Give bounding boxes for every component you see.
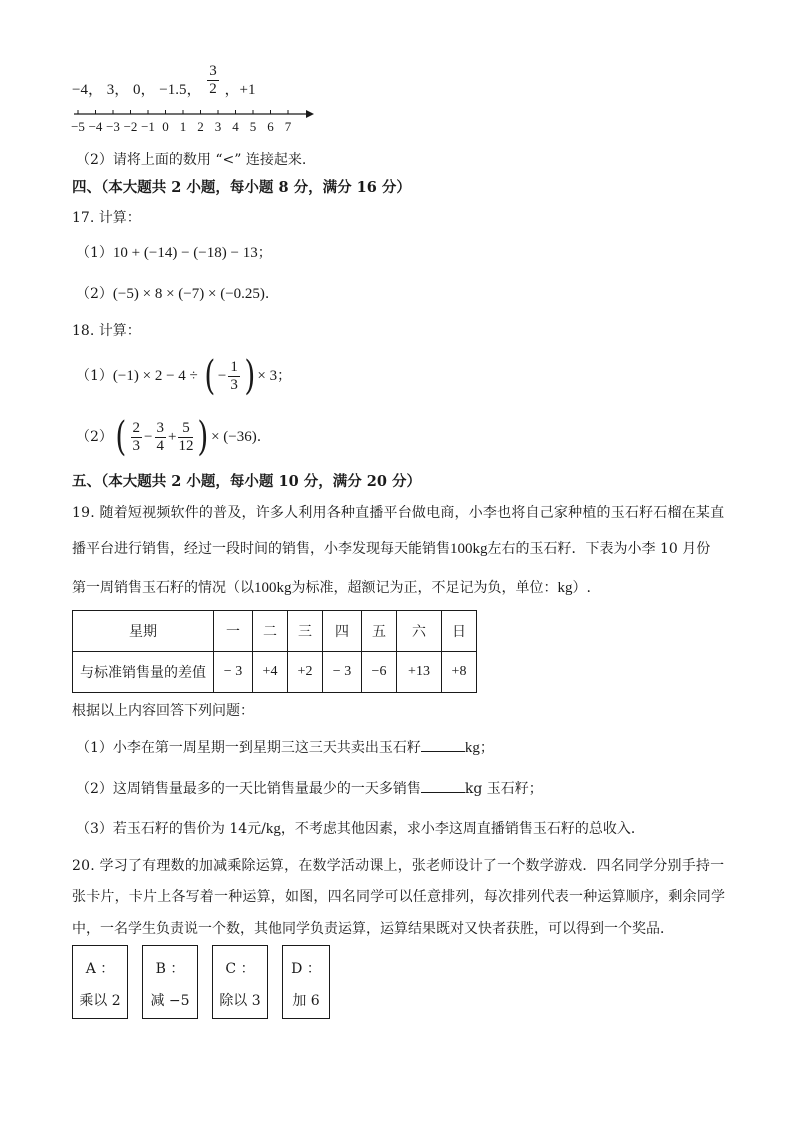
table-row bbox=[73, 652, 477, 693]
fraction-two-thirds: $\frac{2}{3}$ bbox=[132, 419, 141, 454]
card-operation: 除以 3 bbox=[219, 993, 261, 1009]
table-row bbox=[73, 611, 477, 652]
q17-part1: （1）10 + (−14) − (−18) − 13； bbox=[76, 245, 272, 261]
q20-line1: 20. 学习了有理数的加减乘除运算，在数学活动课上，张老师设计了一个数学游戏．四名同学分别手持一 bbox=[72, 858, 725, 874]
table-cell: +4 bbox=[253, 652, 288, 693]
number-item: 3 bbox=[106, 81, 115, 98]
number-line-tick-label: −5 bbox=[71, 119, 85, 134]
card-d bbox=[282, 945, 330, 1019]
q17-title: 17. 计算： bbox=[72, 210, 141, 226]
answer-blank[interactable] bbox=[421, 737, 465, 752]
number-line-tick-label: 4 bbox=[232, 119, 239, 134]
card-label: C ： bbox=[225, 961, 255, 977]
sales-table bbox=[72, 610, 477, 693]
card-c bbox=[212, 945, 268, 1019]
number-line-tick-label: 5 bbox=[249, 119, 257, 134]
table-cell: +8 bbox=[442, 652, 477, 693]
q20-line2: 张卡片，卡片上各写着一种运算，如图，四名同学可以任意排列，每次排列代表一种运算顺序，剩余同学 bbox=[72, 889, 726, 905]
card-operation: 加 6 bbox=[292, 993, 320, 1009]
table-cell: +2 bbox=[288, 652, 323, 693]
q18-title: 18. 计算： bbox=[72, 323, 141, 339]
table-cell: − 3 bbox=[214, 652, 253, 693]
q17-part2-expression: (−5) × 8 × (−7) × (−0.25) bbox=[112, 286, 265, 302]
table-day: 四 bbox=[323, 611, 362, 652]
card-b bbox=[142, 945, 198, 1019]
number-list: −4， 3， 0， −1.5， $\frac{3}{2}$ ，+1 bbox=[72, 63, 256, 98]
table-row-label: 与标准销售量的差值 bbox=[73, 652, 214, 693]
q16-part2: （2）请将上面的数用 “<” 连接起来. bbox=[76, 152, 307, 168]
card-operation: 乘以 2 bbox=[79, 993, 121, 1009]
fraction-five-twelfths: $\frac{5}{12}$ bbox=[178, 419, 194, 454]
number-line bbox=[70, 104, 320, 140]
q19-line3: 第一周销售玉石籽的情况（以100kg为标准，超额记为正，不足记为负，单位：kg）. bbox=[72, 580, 591, 596]
q18-part2: （2）( $\frac{2}{3}$ − $\frac{3}{4}$ + $\frac{5}{12}$ ) × (−36). bbox=[76, 414, 262, 460]
number-line-tick-label: −1 bbox=[141, 119, 155, 134]
number-item: −1.5 bbox=[159, 81, 187, 98]
table-cell: +13 bbox=[397, 652, 442, 693]
q19-line2: 播平台进行销售，经过一段时间的销售，小李发现每天能销售100kg左右的玉石籽．下表为小李 10 月份 bbox=[72, 541, 711, 557]
section5-heading: 五、（本大题共 2 小题，每小题 10 分，满分 20 分） bbox=[72, 473, 421, 490]
fraction-three-quarters: $\frac{3}{4}$ bbox=[156, 419, 164, 454]
table-day: 六 bbox=[397, 611, 442, 652]
number-item: −4 bbox=[72, 81, 88, 98]
number-line-tick-label: −4 bbox=[88, 119, 103, 134]
table-day: 五 bbox=[362, 611, 397, 652]
number-line-tick-label: −3 bbox=[106, 119, 120, 134]
table-day: 三 bbox=[288, 611, 323, 652]
number-line-tick-label: 3 bbox=[214, 119, 222, 134]
number-item: +1 bbox=[239, 81, 256, 98]
section4-heading: 四、（本大题共 2 小题，每小题 8 分，满分 16 分） bbox=[72, 179, 411, 196]
number-line-tick-label: 2 bbox=[197, 119, 204, 134]
number-line-tick-label: 6 bbox=[267, 119, 274, 134]
card-label: A ： bbox=[85, 961, 115, 977]
number-line-arrow bbox=[306, 110, 314, 118]
number-line-tick-label: −2 bbox=[123, 119, 138, 134]
q17-part1-expression: 10 + (−14) − (−18) − 13 bbox=[112, 245, 258, 261]
q20-line3: 中，一名学生负责说一个数，其他同学负责运算，运算结果既对又快者获胜，可以得到一个奖品． bbox=[72, 921, 674, 937]
answer-blank[interactable] bbox=[421, 778, 465, 793]
q19-part2: （2）这周销售量最多的一天比销售量最少的一天多销售 kg 玉石籽； bbox=[76, 778, 543, 799]
number-line-tick-label: 7 bbox=[284, 119, 292, 134]
table-cell: −6 bbox=[362, 652, 397, 693]
fraction-three-halves: $\frac{3}{2}$ bbox=[209, 63, 217, 97]
number-item: 0 bbox=[133, 81, 141, 98]
number-line-tick-label: 0 bbox=[162, 119, 169, 134]
card-label: B ： bbox=[155, 961, 185, 977]
card-operation: 减 −5 bbox=[150, 993, 190, 1009]
q19-line1: 19. 随着短视频软件的普及，许多人利用各种直播平台做电商，小李也将自己家种植的玉石籽石榴在某直 bbox=[72, 505, 725, 521]
table-day: 二 bbox=[253, 611, 288, 652]
table-header-label: 星期 bbox=[73, 611, 214, 652]
table-cell: − 3 bbox=[323, 652, 362, 693]
q19-prompt: 根据以上内容回答下列问题： bbox=[72, 703, 254, 719]
card-a bbox=[72, 945, 128, 1019]
q19-part1: （1）小李在第一周星期一到星期三这三天共卖出玉石籽 kg； bbox=[76, 737, 494, 758]
q17-part2: （2）(−5) × 8 × (−7) × (−0.25). bbox=[76, 286, 270, 302]
table-day: 日 bbox=[442, 611, 477, 652]
number-line-tick-label: 1 bbox=[179, 119, 187, 134]
q18-part1: （1）(−1) × 2 − 4 ÷ ( − $\frac{1}{3}$ ) × 3； bbox=[76, 353, 292, 399]
q19-part3: （3）若玉石籽的售价为 14元/kg，不考虑其他因素，求小李这周直播销售玉石籽的总收入． bbox=[76, 821, 645, 837]
table-day: 一 bbox=[214, 611, 253, 652]
card-label: D ： bbox=[291, 961, 321, 977]
fraction-one-third: $\frac{1}{3}$ bbox=[230, 358, 238, 393]
